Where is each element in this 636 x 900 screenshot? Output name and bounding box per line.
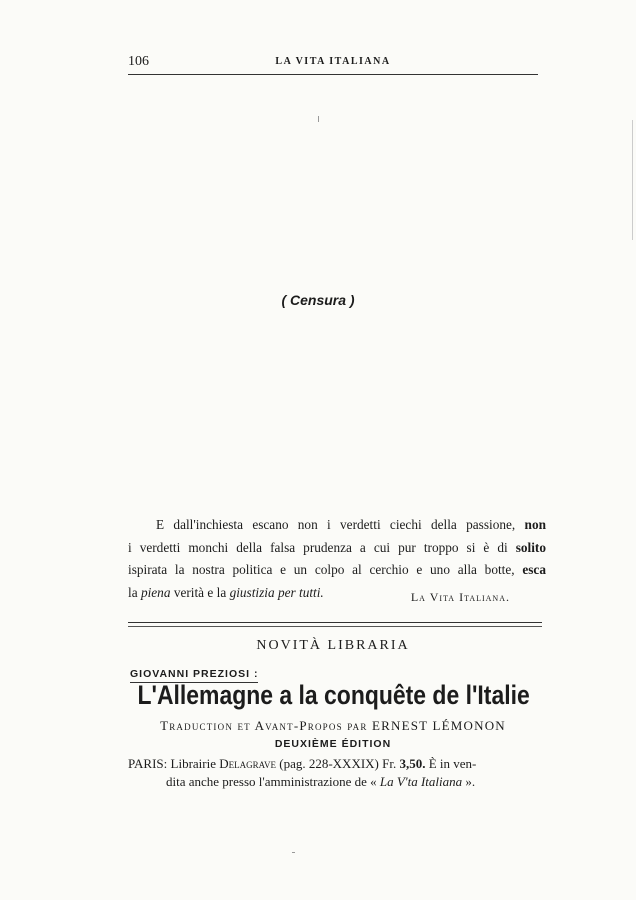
- translation-credit: Traduction et Avant-Propos par ERNEST LÉMONON: [160, 718, 506, 733]
- scan-speck: [292, 852, 295, 853]
- running-title: LA VITA ITALIANA: [275, 56, 391, 67]
- paragraph-line: [128, 537, 546, 560]
- page-number: 106: [128, 54, 149, 69]
- text-segment: la: [128, 584, 138, 600]
- page-header: [128, 54, 538, 72]
- text-segment: verità e la: [173, 584, 227, 600]
- bold-word: solito: [515, 539, 546, 555]
- text-segment: i verdetti monchi della falsa prudenza a cui pur troppo si è di: [128, 539, 508, 555]
- text-segment: ».: [465, 774, 476, 789]
- book-author: GIOVANNI PREZIOSI :: [130, 668, 258, 683]
- text-segment: dita anche presso l'amministrazione de «: [166, 774, 377, 789]
- price: 3,50.: [399, 756, 426, 771]
- censorship-note: ( Censura ): [281, 292, 355, 308]
- text-segment: E dall'inchiesta escano non i verdetti ciechi della passione,: [156, 517, 516, 532]
- scan-speck: [318, 116, 319, 122]
- italic-word: piena: [140, 584, 171, 600]
- section-heading: NOVITÀ LIBRARIA: [256, 638, 410, 653]
- edition-label: DEUXIÈME ÉDITION: [274, 738, 392, 750]
- book-title: L'Allemagne a la conquête de l'Italie: [137, 680, 530, 710]
- paragraph-line: [128, 559, 546, 582]
- magazine-name: La V'ta Italiana: [379, 774, 463, 789]
- signature: La Vita Italiana.: [410, 590, 510, 604]
- italic-phrase: giustizia per tutti.: [229, 584, 324, 600]
- bold-word: esca: [522, 562, 546, 577]
- text-segment: (pag. 228-XXXIX) Fr.: [279, 756, 397, 771]
- availability-line: [166, 772, 475, 792]
- bold-word: non: [524, 517, 546, 532]
- text-segment: PARIS: Librairie: [128, 756, 216, 771]
- section-rule-top: [128, 622, 542, 623]
- text-segment: È in ven-: [428, 756, 477, 771]
- section-rule-bottom: [128, 626, 542, 627]
- header-rule: [128, 74, 538, 75]
- scan-edge: [632, 120, 633, 240]
- publisher-name: Delagrave: [219, 756, 276, 771]
- text-segment: ispirata la nostra politica e un colpo al cerchio e uno alla botte,: [128, 562, 515, 577]
- publisher-line: [128, 754, 546, 774]
- paragraph-line: [128, 514, 546, 537]
